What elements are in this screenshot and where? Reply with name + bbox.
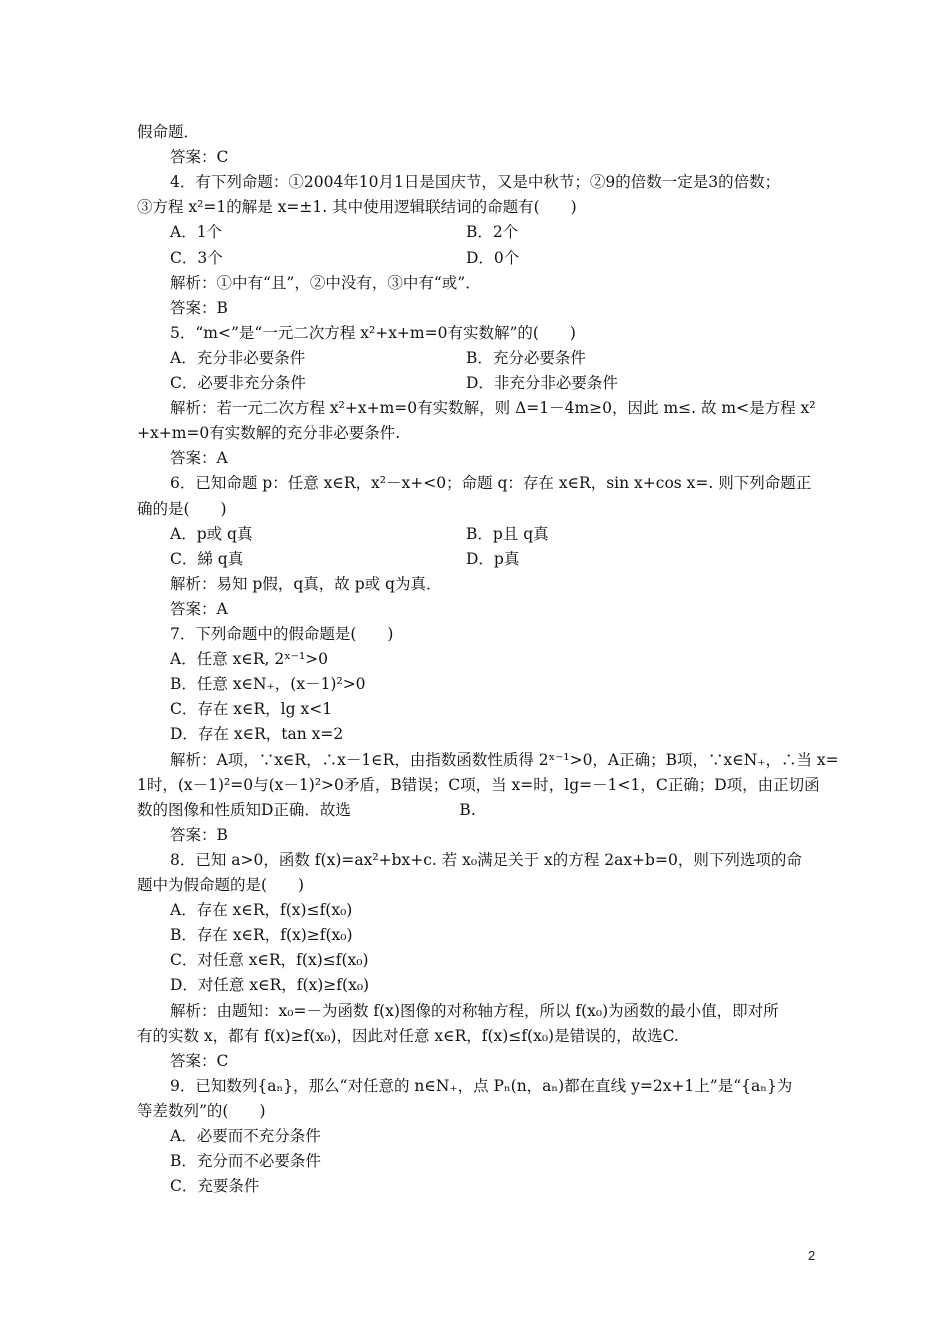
text-line: 6．已知命题 p：任意 x∈R，x²－x+<0；命题 q：存在 x∈R，sin x+cos x=. 则下列命题正 bbox=[170, 474, 812, 492]
text-line: D．存在 x∈R，tan x=2 bbox=[170, 725, 344, 743]
text-line: C．必要非充分条件 bbox=[170, 374, 306, 392]
text-line: 1时，(x－1)²=0与(x－1)²>0矛盾，B错误；C项，当 x=时，lg=－1<1，C正确；D项，由正切函 bbox=[137, 776, 820, 794]
text-line: 解析：①中有“且”，②中没有，③中有“或”． bbox=[170, 274, 481, 292]
text-line: C．充要条件 bbox=[170, 1177, 260, 1195]
text-line: D．对任意 x∈R，f(x)≥f(x₀) bbox=[170, 976, 370, 994]
option-right: D．0个 bbox=[466, 249, 520, 267]
page-number: 2 bbox=[808, 1248, 816, 1263]
text-line: C．3个 bbox=[170, 249, 223, 267]
text-line: 答案：B bbox=[170, 299, 228, 317]
text-line: 有的实数 x，都有 f(x)≥f(x₀)，因此对任意 x∈R，f(x)≤f(x₀)是错误的，故选C. bbox=[137, 1027, 679, 1045]
text-line: 等差数列”的( ) bbox=[137, 1102, 266, 1120]
text-line: 题中为假命题的是( ) bbox=[137, 876, 305, 894]
text-line: ③方程 x²=1的解是 x=±1. 其中使用逻辑联结词的命题有( ) bbox=[137, 198, 577, 216]
text-line: +x+m=0有实数解的充分非必要条件. bbox=[137, 424, 401, 442]
text-line: 5．“m<”是“一元二次方程 x²+x+m=0有实数解”的( ) bbox=[170, 324, 576, 342]
text-line: 答案：A bbox=[170, 449, 228, 467]
option-right: B．2个 bbox=[466, 223, 519, 241]
option-right: D．p真 bbox=[466, 550, 520, 568]
text-line: A．必要而不充分条件 bbox=[170, 1127, 321, 1145]
text-line: A．充分非必要条件 bbox=[170, 349, 306, 367]
text-line: A．任意 x∈R, 2ˣ⁻¹>0 bbox=[170, 650, 329, 668]
text-line: 答案：C bbox=[170, 148, 229, 166]
text-line: A．1个 bbox=[170, 223, 223, 241]
text-line: A．p或 q真 bbox=[170, 525, 253, 543]
text-line: C．綈 q真 bbox=[170, 550, 244, 568]
text-line: 8．已知 a>0，函数 f(x)=ax²+bx+c. 若 x₀满足关于 x的方程 2ax+b=0，则下列选项的命 bbox=[170, 851, 802, 869]
text-line: 解析：易知 p假，q真，故 p或 q为真． bbox=[170, 575, 442, 593]
text-line: 解析：A项，∵x∈R，∴x－1∈R，由指数函数性质得 2ˣ⁻¹>0，A正确；B项，∵x∈N₊，∴当 x= bbox=[170, 751, 839, 769]
text-line: 数的图像和性质知D正确．故选 B. bbox=[137, 801, 476, 819]
text-line: 假命题． bbox=[137, 123, 200, 141]
text-line: 答案：A bbox=[170, 600, 228, 618]
text-line: 答案：B bbox=[170, 826, 228, 844]
option-right: B．p且 q真 bbox=[466, 525, 549, 543]
option-right: B．充分必要条件 bbox=[466, 349, 586, 367]
text-line: 答案：C bbox=[170, 1052, 229, 1070]
text-line: 确的是( ) bbox=[137, 500, 227, 518]
option-right: D．非充分非必要条件 bbox=[466, 374, 618, 392]
text-line: C．存在 x∈R，lg x<1 bbox=[170, 700, 333, 718]
text-line: 解析：由题知：x₀=－为函数 f(x)图像的对称轴方程，所以 f(x₀)为函数的最小值，即对所 bbox=[170, 1002, 779, 1020]
text-line: B．存在 x∈R，f(x)≥f(x₀) bbox=[170, 926, 353, 944]
text-line: B．任意 x∈N₊，(x－1)²>0 bbox=[170, 675, 366, 693]
text-line: 9．已知数列{aₙ}，那么“对任意的 n∈N₊，点 Pₙ(n，aₙ)都在直线 y=2x+1上”是“{aₙ}为 bbox=[170, 1077, 793, 1095]
text-line: B．充分而不必要条件 bbox=[170, 1152, 321, 1170]
text-line: A．存在 x∈R，f(x)≤f(x₀) bbox=[170, 901, 353, 919]
text-line: 解析：若一元二次方程 x²+x+m=0有实数解，则 Δ=1－4m≥0，因此 m≤. 故 m<是方程 x² bbox=[170, 399, 816, 417]
text-line: 7．下列命题中的假命题是( ) bbox=[170, 625, 394, 643]
text-line: 4．有下列命题：①2004年10月1日是国庆节，又是中秋节；②9的倍数一定是3的倍数； bbox=[170, 173, 781, 191]
text-line: C．对任意 x∈R，f(x)≤f(x₀) bbox=[170, 951, 369, 969]
